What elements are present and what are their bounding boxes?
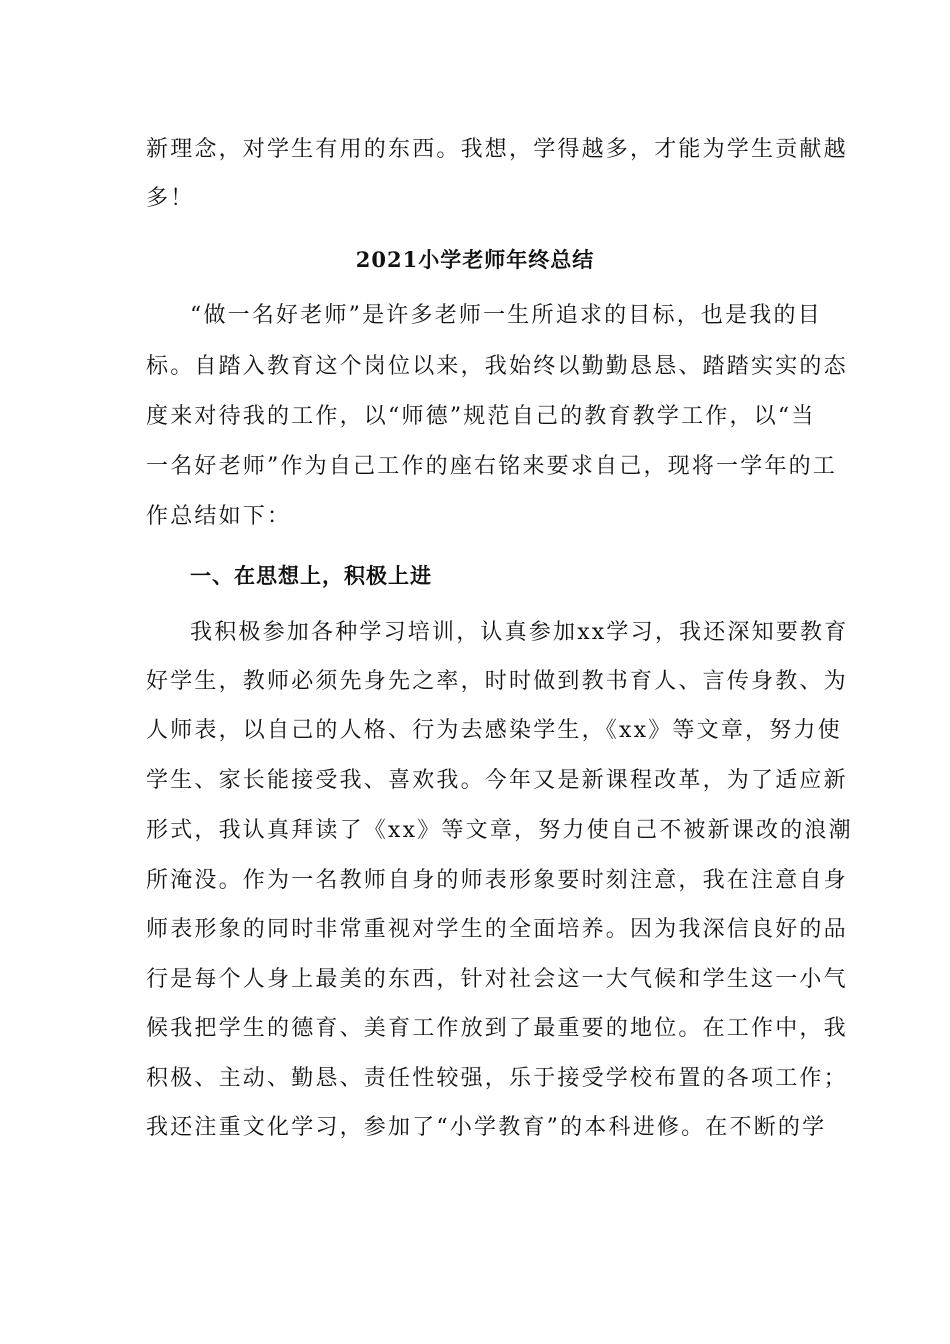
- paragraph-line: 候我把学生的德育、美育工作放到了最重要的地位。在工作中，我: [146, 1016, 848, 1041]
- paragraph-line: 标。自踏入教育这个岗位以来，我始终以勤勤恳恳、踏踏实实的态: [146, 354, 848, 379]
- section-heading: 一、在思想上，积极上进: [190, 563, 432, 588]
- paragraph-line: 学生、家长能接受我、喜欢我。今年又是新课程改革，为了适应新: [146, 768, 848, 793]
- intro-line: 新理念，对学生有用的东西。我想，学得越多，才能为学生贡献越: [146, 137, 848, 162]
- paragraph-line: 人师表，以自己的人格、行为去感染学生，《xx》等文章，努力使: [146, 718, 842, 743]
- intro-line: 多！: [146, 186, 195, 211]
- paragraph-line: 积极、主动、勤恳、责任性较强，乐于接受学校布置的各项工作；: [146, 1066, 848, 1091]
- paragraph-line: 行是每个人身上最美的东西，针对社会这一大气候和学生这一小气: [146, 967, 848, 992]
- paragraph-line: 所淹没。作为一名教师自身的师表形象要时刻注意，我在注意自身: [146, 868, 848, 893]
- paragraph-line: 度来对待我的工作，以“师德”规范自己的教育教学工作，以“当: [146, 404, 816, 429]
- paragraph-line: “做一名好老师”是许多老师一生所追求的目标，也是我的目: [190, 303, 822, 328]
- paragraph-line: 我还注重文化学习，参加了“小学教育”的本科进修。在不断的学: [146, 1115, 827, 1140]
- paragraph-line: 好学生，教师必须先身先之率，时时做到教书育人、言传身教、为: [146, 669, 848, 694]
- paragraph-line: 作总结如下：: [146, 504, 292, 529]
- document-title: 2021小学老师年终总结: [355, 247, 595, 272]
- paragraph-line: 我积极参加各种学习培训，认真参加xx学习，我还深知要教育: [190, 620, 849, 645]
- paragraph-line: 形式，我认真拜读了《xx》等文章，努力使自己不被新课改的浪潮: [146, 818, 853, 843]
- paragraph-line: 一名好老师”作为自己工作的座右铭来要求自己，现将一学年的工: [146, 454, 838, 479]
- paragraph-line: 师表形象的同时非常重视对学生的全面培养。因为我深信良好的品: [146, 917, 848, 942]
